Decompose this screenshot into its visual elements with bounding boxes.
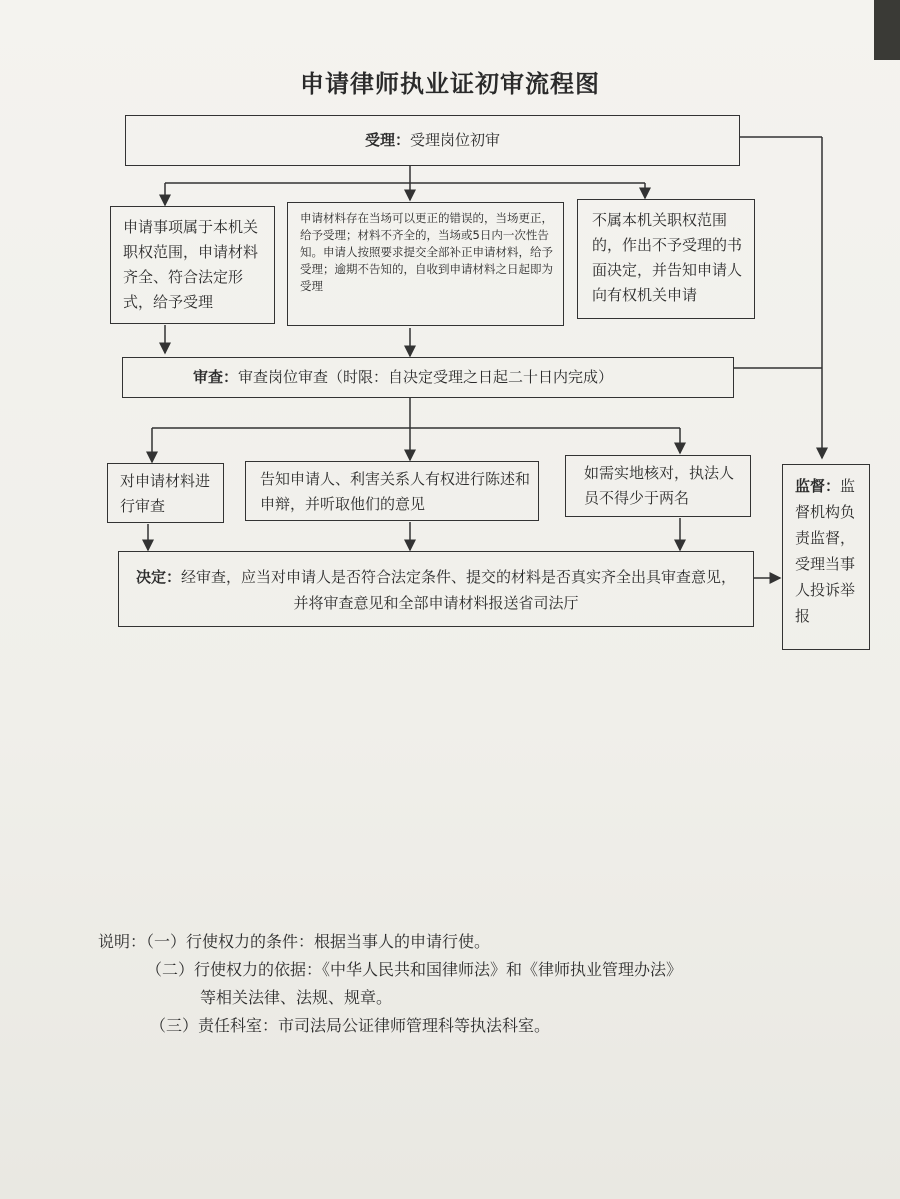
- document-title: 申请律师执业证初审流程图: [300, 70, 600, 98]
- note-line-1: 说明：（一）行使权力的条件：根据当事人的申请行使。: [98, 932, 491, 951]
- note-line-3: 等相关法律、法规、规章。: [200, 988, 393, 1007]
- review-verify-text: 如需实地核对，执法人员不得少于两名: [584, 464, 735, 507]
- accept-text: 受理岗位初审: [410, 131, 501, 149]
- review-notify-box: [245, 461, 539, 521]
- branch-accept-box: [110, 206, 275, 324]
- supervise-box: [782, 464, 870, 650]
- notes-section: [98, 928, 682, 1040]
- review-label: 审查：: [193, 368, 239, 386]
- accept-box: [125, 115, 740, 166]
- branch-reject-text: 不属本机关职权范围的，作出不予受理的书面决定，并告知申请人向有权机关申请: [592, 211, 743, 304]
- branch-reject-box: [577, 199, 755, 319]
- note-line-4: （三）责任科室：市司法局公证律师管理科等执法科室。: [150, 1016, 551, 1035]
- review-verify-box: [565, 455, 751, 517]
- review-notify-text: 告知申请人、利害关系人有权进行陈述和申辩，并听取他们的意见: [260, 470, 531, 513]
- review-materials-text: 对申请材料进行审查: [120, 472, 211, 515]
- supervise-label: 监督：: [795, 477, 841, 495]
- decision-box: [118, 551, 754, 627]
- decision-label: 决定：: [135, 568, 181, 586]
- branch-correct-text: 申请材料存在当场可以更正的错误的，当场更正，给予受理；材料不齐全的，当场或5日内一次性告知。申请人按照要求提交全部补正申请材料，给予受理；逾期不告知的，自收到申请材料之日起即为受理: [300, 211, 553, 293]
- note-line-2: （二）行使权力的依据：《中华人民共和国律师法》和《律师执业管理办法》: [146, 960, 683, 979]
- review-text: 审查岗位审查（时限：自决定受理之日起二十日内完成）: [238, 368, 614, 386]
- review-materials-box: [107, 463, 224, 523]
- supervise-text: 监督机构负责监督，受理当事人投诉举报: [795, 477, 856, 625]
- review-box: [122, 357, 734, 398]
- branch-accept-text: 申请事项属于本机关职权范围，申请材料齐全、符合法定形式，给予受理: [123, 218, 259, 311]
- decision-text: 经审查，应当对申请人是否符合法定条件、提交的材料是否真实齐全出具审查意见，并将审查意见和全部申请材料报送省司法厅: [181, 568, 737, 612]
- branch-correct-box: [287, 202, 564, 326]
- accept-label: 受理：: [364, 131, 410, 149]
